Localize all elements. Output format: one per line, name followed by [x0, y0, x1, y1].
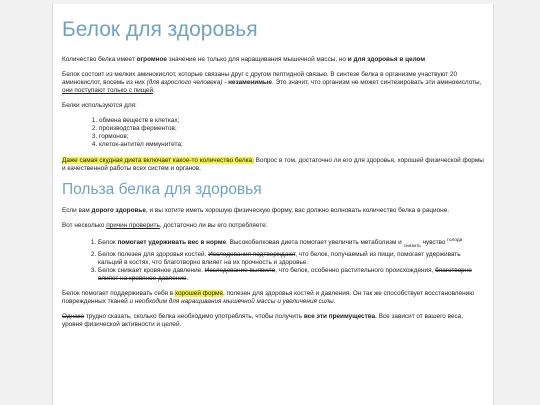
bold-text: помогает удерживать вес в норме	[117, 239, 227, 246]
paragraph-health	[62, 207, 485, 215]
uses-list	[62, 117, 485, 149]
text-run: .	[153, 87, 155, 94]
paragraph-conclusion	[62, 313, 485, 329]
text-run: , и вы хотите иметь хорошую физическую форму, вас должно волновать количество белка в рационе.	[145, 207, 450, 214]
text-run: , полезен для здоровья костей и давления. Он так же способствует восстановлению поврежденных тканей	[62, 290, 474, 305]
text-run: Белок состоит из мелких аминокислот, которые связаны друг с другом пептидной связью. В синтезе белка в организме участвуют 20 аминокислот, восемь из них	[62, 71, 458, 86]
text-run: Белок снижает кровяное давление.	[98, 267, 205, 274]
text-run: . Это значит, что организм не может синтезировать эти аминокислоты,	[271, 79, 482, 86]
paragraph-diet	[62, 157, 485, 173]
bold-text: незаменимые	[228, 79, 272, 86]
text-run: Вопрос в том, достаточно ли его для здоровья, хорошей физической формы и качественной работы всех систем и органов.	[62, 157, 484, 172]
text-run: Количество белка имеет	[62, 56, 137, 63]
italic-text: и необходим для наращивания мышечной массы и увеличения силы	[129, 298, 334, 305]
paragraph-reasons-intro	[62, 222, 485, 230]
strikethrough-text: Исследования подтверждают	[208, 251, 296, 258]
strikethrough-text: Однако	[62, 313, 85, 320]
text-run: -	[222, 79, 229, 86]
bold-text: все эти преимущества	[303, 313, 376, 320]
underlined-text: причин проверить	[106, 222, 160, 229]
section-heading: Польза белка для здоровья	[62, 181, 262, 198]
text-run: . Высокобелковая диета помогает увеличить метаболизм и	[226, 239, 404, 246]
page-title: Белок для здоровья	[62, 18, 258, 41]
paragraph-fitness	[62, 290, 485, 306]
list-item: 4. клеток-антител иммунитета;	[99, 141, 485, 149]
underlined-text: они поступают только с пищей	[62, 87, 154, 94]
list-item	[98, 251, 485, 267]
text-run: Белок	[98, 239, 118, 246]
list-item: 1. обмена веществ в клетках;	[99, 117, 485, 125]
text-run: . Все зависит от вашего веса, уровня физической активности и целей.	[62, 313, 463, 328]
strikethrough-text: благотворно влияет на кровяное давление	[98, 267, 472, 282]
superscript-text: голода	[447, 238, 463, 243]
bold-text: дорого здоровье	[91, 207, 146, 214]
italic-text: (для взрослого человека)	[146, 79, 223, 86]
text-run: .	[333, 298, 336, 305]
highlighted-text: Даже самая скудная диета включает какое-то количество белка.	[62, 157, 254, 164]
text-run: трудно сказать, сколько белка необходимо употреблять, чтобы получить	[84, 313, 304, 320]
text-run: , что белок, особенно растительного происхождения,	[275, 267, 436, 274]
text-run: Если вам	[62, 207, 92, 214]
text-run: Белок полезен для здоровья костей.	[98, 251, 209, 258]
list-item: 2. производства ферментов;	[99, 125, 485, 133]
document-page	[52, 4, 494, 405]
list-item: 3. гормонов;	[99, 133, 485, 141]
subscript-text: снизить	[403, 244, 421, 249]
bold-text: и для здоровья в целом	[347, 56, 426, 63]
text-run: , достаточно ли вы его потребляете:	[159, 222, 268, 229]
bold-text: огромное	[136, 56, 167, 63]
list-item	[98, 237, 485, 251]
text-run: Белок помогает поддерживать себя в	[62, 290, 175, 297]
text-run: чувство	[420, 239, 448, 246]
text-run: .	[186, 275, 189, 282]
paragraph-amino-acids	[62, 71, 485, 95]
strikethrough-text: Исследование выявило	[204, 267, 276, 274]
list-item	[98, 267, 485, 283]
text-run: Вот несколько	[62, 222, 107, 229]
text-run: значение не только для наращивания мышечной массы, но	[166, 56, 348, 63]
highlighted-text: хорошей форме	[174, 290, 224, 297]
paragraph-uses-intro: Белки используются для:	[62, 102, 137, 109]
reasons-list	[62, 237, 485, 283]
text-run: , что белок, получаемый из пищи, помогает удерживать кальций в костях, что благотворно влияет на их прочность и здоровье.	[98, 251, 461, 266]
paragraph-intro	[62, 56, 485, 64]
